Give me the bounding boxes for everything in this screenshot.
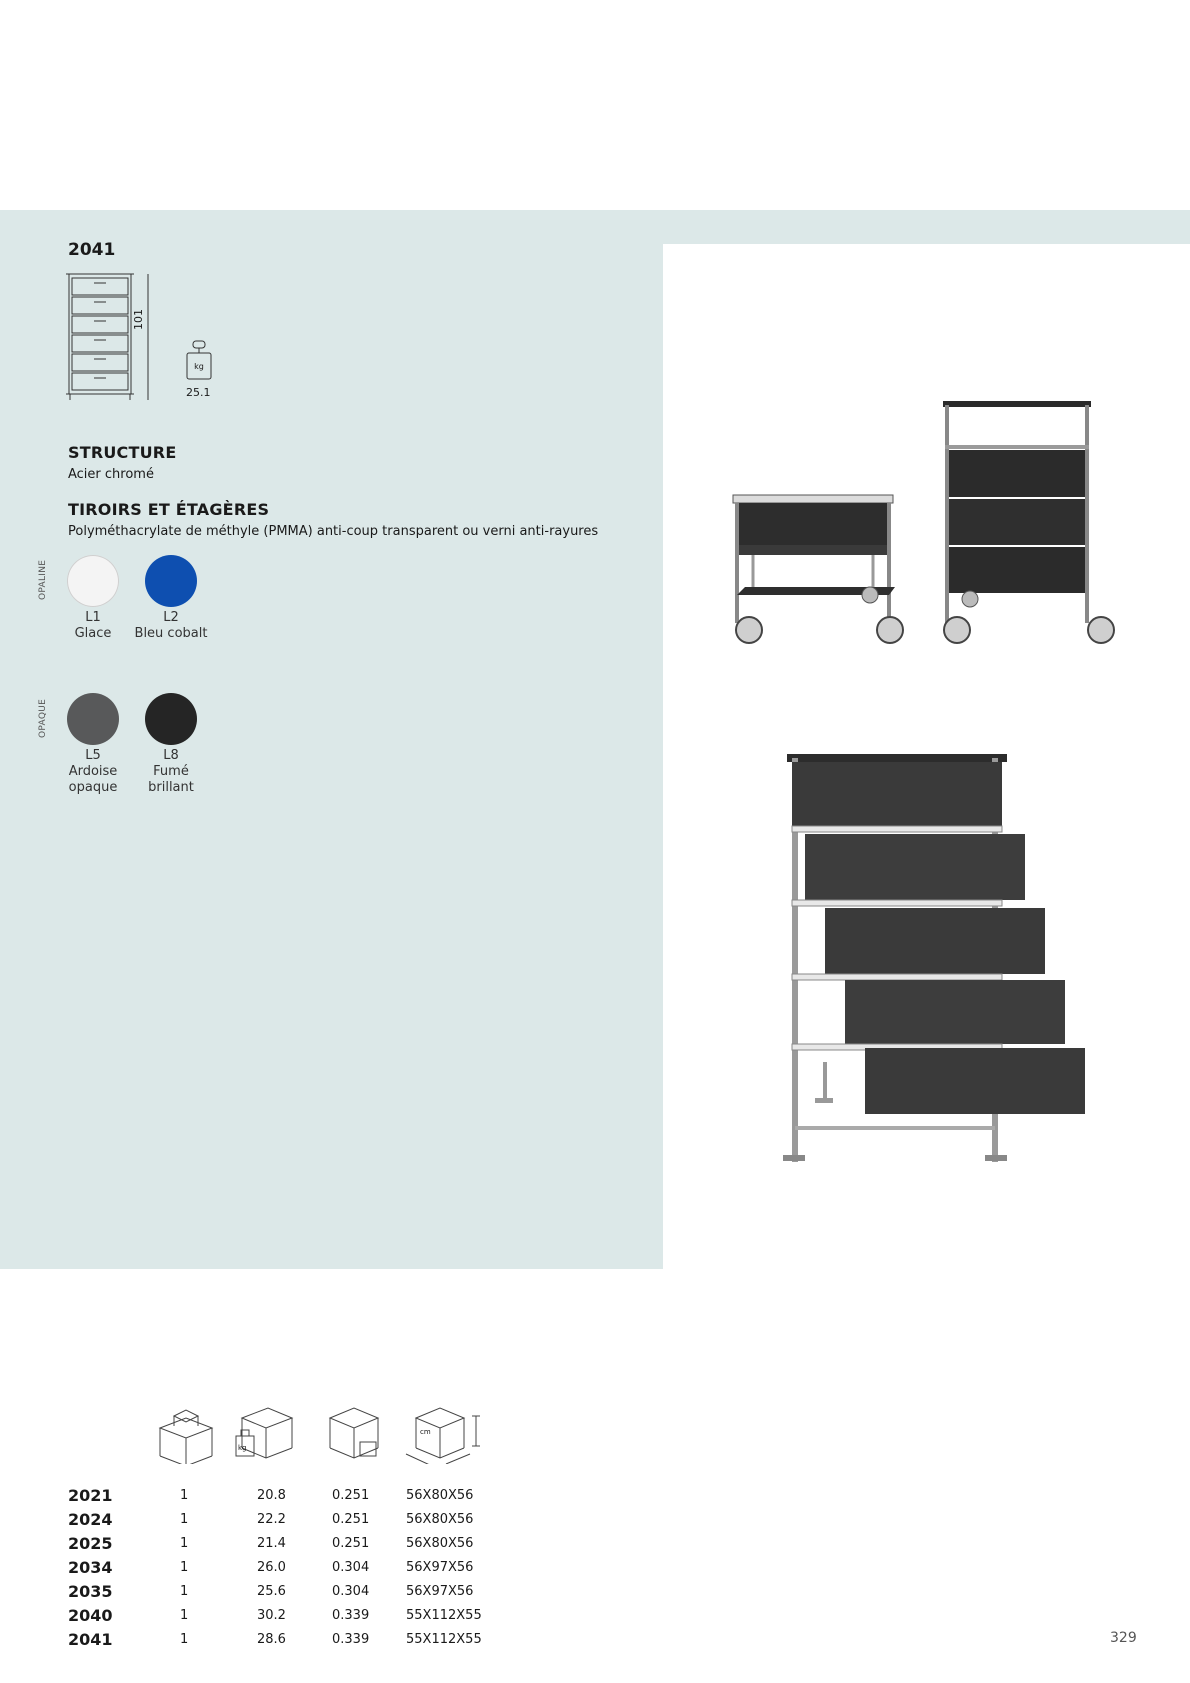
structure-heading: STRUCTURE xyxy=(68,443,177,462)
swatch-name: Bleu cobalt xyxy=(134,626,208,641)
color-swatch-l2 xyxy=(145,555,197,607)
model-code: 2021 xyxy=(68,1486,113,1505)
quantity: 1 xyxy=(180,1560,189,1575)
table-row xyxy=(0,1632,520,1656)
drawer-unit-diagram xyxy=(64,272,164,402)
quantity: 1 xyxy=(180,1584,189,1599)
gross-weight: 21.4 xyxy=(257,1536,286,1551)
volume: 0.304 xyxy=(332,1584,370,1599)
swatch-label xyxy=(48,610,138,642)
packaging-icons xyxy=(150,1398,500,1464)
volume: 0.339 xyxy=(332,1632,370,1647)
dimensions: 56X97X56 xyxy=(406,1560,474,1575)
color-swatch-l5 xyxy=(67,693,119,745)
gross-weight: 25.6 xyxy=(257,1584,286,1599)
model-code: 2040 xyxy=(68,1606,113,1625)
model-code: 2025 xyxy=(68,1534,113,1553)
model-code: 2034 xyxy=(68,1558,113,1577)
volume: 0.251 xyxy=(332,1512,370,1527)
quantity: 1 xyxy=(180,1536,189,1551)
quantity: 1 xyxy=(180,1488,189,1503)
model-code: 2024 xyxy=(68,1510,113,1529)
dimensions: 55X112X55 xyxy=(406,1632,482,1647)
finish-group-label-opaline: OPALINE xyxy=(38,559,48,600)
swatch-name: Glace xyxy=(74,626,112,641)
product-photo-drawer-unit-open xyxy=(780,750,1100,1170)
swatch-label xyxy=(48,748,138,796)
gross-weight: 28.6 xyxy=(257,1632,286,1647)
model-code: 2035 xyxy=(68,1582,113,1601)
drawers-text: Polyméthacrylate de méthyle (PMMA) anti-coup transparent ou verni anti-rayures xyxy=(68,524,599,539)
drawers-heading: TIROIRS ET ÉTAGÈRES xyxy=(68,500,270,519)
color-swatch-l1 xyxy=(67,555,119,607)
gross-weight: 30.2 xyxy=(257,1608,286,1623)
product-photo-carts xyxy=(725,395,1125,645)
table-row xyxy=(0,1560,520,1584)
volume: 0.339 xyxy=(332,1608,370,1623)
gross-weight: 26.0 xyxy=(257,1560,286,1575)
structure-text: Acier chromé xyxy=(68,467,154,482)
table-row xyxy=(0,1584,520,1608)
gross-weight: 20.8 xyxy=(257,1488,286,1503)
gross-weight: 22.2 xyxy=(257,1512,286,1527)
dimensions: 56X80X56 xyxy=(406,1488,474,1503)
package-dimension-unit: cm xyxy=(420,1428,431,1436)
table-row xyxy=(0,1608,520,1632)
package-weight-unit: kg xyxy=(238,1444,247,1452)
swatch-name: Fumé brillant xyxy=(148,764,194,795)
model-title: 2041 xyxy=(68,240,116,260)
finish-group-label-opaque: OPAQUE xyxy=(38,698,48,738)
weight-unit-label: kg xyxy=(194,362,204,371)
quantity: 1 xyxy=(180,1632,189,1647)
table-row xyxy=(0,1512,520,1536)
table-row xyxy=(0,1536,520,1560)
dimensions: 56X80X56 xyxy=(406,1512,474,1527)
weight-value: 25.1 xyxy=(186,386,211,399)
swatch-code: L8 xyxy=(163,748,179,763)
weight-icon xyxy=(184,338,214,382)
swatch-code: L1 xyxy=(85,610,101,625)
swatch-label xyxy=(126,610,216,642)
height-dimension-label: 101 xyxy=(132,309,145,330)
swatch-code: L2 xyxy=(163,610,179,625)
quantity: 1 xyxy=(180,1512,189,1527)
quantity: 1 xyxy=(180,1608,189,1623)
dimensions: 56X97X56 xyxy=(406,1584,474,1599)
table-row xyxy=(0,1488,520,1512)
volume: 0.251 xyxy=(332,1536,370,1551)
dimensions: 56X80X56 xyxy=(406,1536,474,1551)
volume: 0.251 xyxy=(332,1488,370,1503)
swatch-name: Ardoise opaque xyxy=(68,764,118,795)
volume: 0.304 xyxy=(332,1560,370,1575)
color-swatch-l8 xyxy=(145,693,197,745)
page-number: 329 xyxy=(1110,1630,1137,1646)
swatch-code: L5 xyxy=(85,748,101,763)
dimensions: 55X112X55 xyxy=(406,1608,482,1623)
swatch-label xyxy=(126,748,216,796)
model-code: 2041 xyxy=(68,1630,113,1649)
